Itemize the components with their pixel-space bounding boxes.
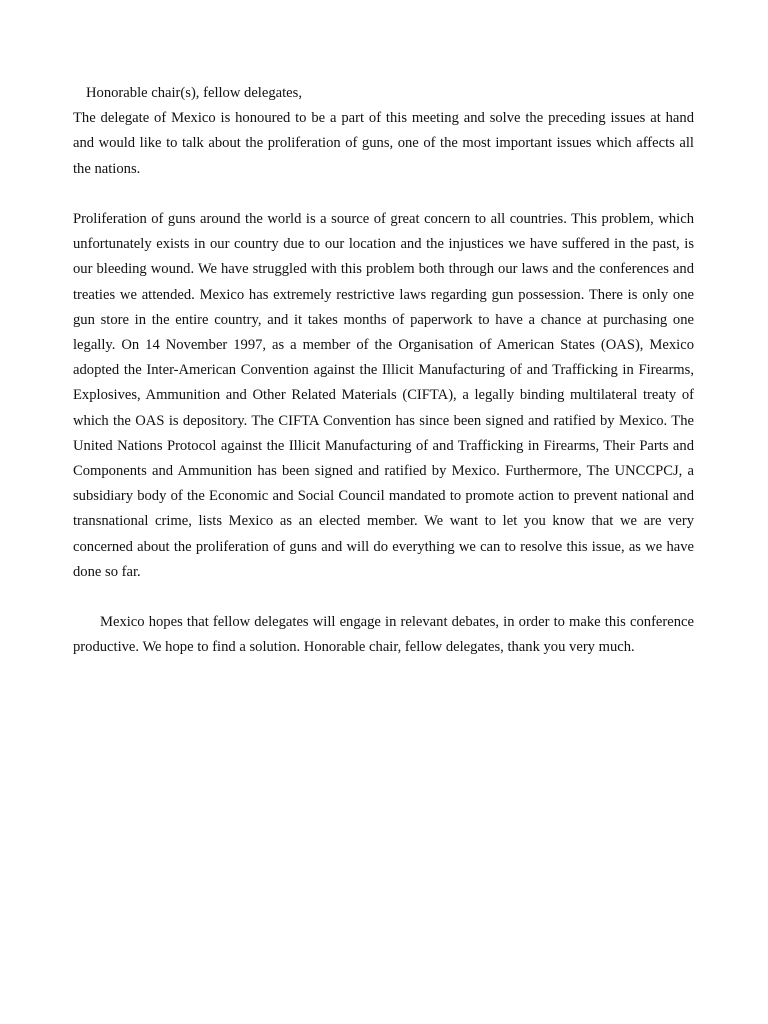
salutation: Honorable chair(s), fellow delegates, [86, 85, 302, 101]
paragraph-closing: Mexico hopes that fellow delegates will engage in relevant debates, in order to make this conference productive. We hope to find a solution. Honorable chair, fellow delegates, thank you very much. [73, 614, 694, 656]
paragraph-intro: The delegate of Mexico is honoured to be a part of this meeting and solve the preceding issues at hand and would like to talk about the proliferation of guns, one of the most important issues which affects all the nations. [73, 110, 694, 177]
paragraph-gap [73, 585, 694, 610]
paragraph-gap [73, 182, 694, 207]
document-page [73, 81, 694, 661]
paragraph-body: Proliferation of guns around the world is a source of great concern to all countries. This problem, which unfortunately exists in our country due to our location and the injustices we have suffered in the past, is our bleeding wound. We have struggled with this problem both through our laws and the conferences and treaties we attended. Mexico has extremely restrictive laws regarding gun possession. There is only one gun store in the entire country, and it takes months of paperwork to have a chance at purchasing one legally. On 14 November 1997, as a member of the Organisation of American States (OAS), Mexico adopted the Inter-American Convention against the Illicit Manufacturing of and Trafficking in Firearms, Explosives, Ammunition and Other Related Materials (CIFTA), a legally binding multilateral treaty of which the OAS is depository. The CIFTA Convention has since been signed and ratified by Mexico. The United Nations Protocol against the Illicit Manufacturing of and Trafficking in Firearms, Their Parts and Components and Ammunition has been signed and ratified by Mexico. Furthermore, The UNCCPCJ, a subsidiary body of the Economic and Social Council mandated to promote action to prevent national and transnational crime, lists Mexico as an elected member. We want to let you know that we are very concerned about the proliferation of guns and will do everything we can to resolve this issue, as we have done so far. [73, 211, 694, 580]
